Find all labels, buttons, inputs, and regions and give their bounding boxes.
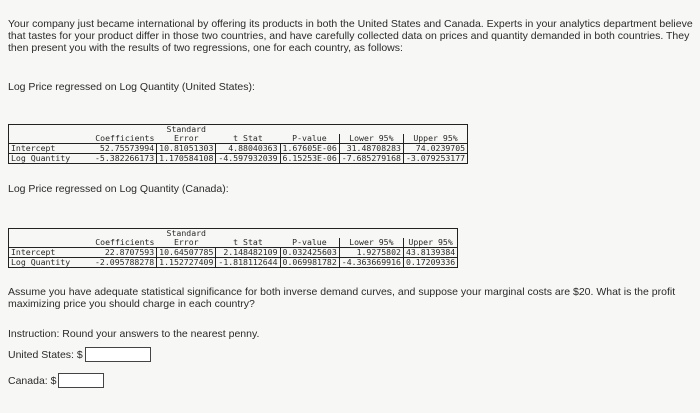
cell-upper-95: -3.079253177	[403, 154, 467, 164]
header-upper-95: Upper 95%	[403, 238, 457, 248]
table-row	[9, 154, 468, 164]
header-lower-95: Lower 95%	[339, 238, 403, 248]
problem-intro: Your company just became international by offering its products in both the United States and Canada. Experts in your analytics department believe that tastes for your product differ in those two countries, and have carefully collected data on prices and quantity demanded in both countries. They then present you with the results of two regressions, one for each country, as follows:	[8, 18, 693, 54]
row-label: Intercept	[9, 248, 94, 258]
cell-coefficient: 52.75573994	[99, 143, 155, 153]
row-label: Intercept	[9, 144, 94, 154]
cell-upper-95: 74.0239705	[403, 144, 467, 154]
cell-coefficient: 22.8707593	[104, 247, 155, 257]
header-lower-95: Lower 95%	[339, 134, 403, 144]
table-row	[9, 144, 468, 154]
cell-p-value: 1.67605E-06	[280, 144, 339, 154]
cell-standard-error: 1.152727409	[157, 258, 216, 268]
cell-lower-95: -7.685279168	[339, 154, 403, 164]
header-se-bottom: Error	[173, 237, 199, 247]
cell-standard-error: 1.170584108	[157, 154, 216, 164]
canada-answer-row	[8, 373, 104, 388]
us-regression-table	[8, 124, 468, 164]
cell-t-stat: -4.597932039	[218, 153, 278, 163]
header-se-top: Standard	[157, 125, 216, 135]
row-label: Log Quantity	[9, 154, 94, 164]
header-p-value: P-value	[292, 133, 327, 143]
canada-price-input[interactable]	[58, 373, 104, 388]
cell-t-stat: 2.148482109	[223, 247, 278, 257]
header-t-stat: t Stat	[233, 237, 263, 247]
cell-t-stat: -1.818112644	[218, 257, 278, 267]
cell-standard-error: 10.64507785	[157, 248, 216, 258]
us-answer-row	[8, 347, 151, 362]
cell-coefficient: -5.382266173	[95, 153, 155, 163]
header-upper-95: Upper 95%	[403, 134, 467, 144]
instruction-text: Instruction: Round your answers to the nearest penny.	[8, 328, 260, 340]
us-price-input[interactable]	[85, 347, 151, 362]
cell-standard-error: 10.81051303	[157, 144, 216, 154]
cell-lower-95: 31.48708283	[339, 144, 403, 154]
header-coefficients: Coefficients	[95, 237, 155, 247]
cell-coefficient: -2.095788278	[95, 257, 155, 267]
us-answer-label: United States: $	[8, 348, 83, 361]
canada-regression-table	[8, 228, 458, 268]
header-se-top: Standard	[157, 229, 216, 239]
table-row	[9, 248, 458, 258]
cell-p-value: 0.032425603	[280, 248, 339, 258]
header-p-value: P-value	[292, 237, 327, 247]
header-se-bottom: Error	[173, 133, 199, 143]
header-t-stat: t Stat	[233, 133, 263, 143]
cell-p-value: 0.069981782	[280, 258, 339, 268]
canada-regression-heading: Log Price regressed on Log Quantity (Canada):	[8, 183, 229, 195]
question-text: Assume you have adequate statistical significance for both inverse demand curves, and suppose your marginal costs are $20. What is the profit maximizing price you should charge in each country?	[8, 286, 676, 310]
cell-upper-95: 0.17209336	[403, 258, 457, 268]
cell-upper-95: 43.8139384	[403, 248, 457, 258]
cell-t-stat: 4.88040363	[228, 143, 278, 153]
canada-answer-label: Canada: $	[8, 374, 57, 387]
table-row	[9, 258, 458, 268]
header-coefficients: Coefficients	[95, 133, 155, 143]
cell-lower-95: 1.9275802	[339, 248, 403, 258]
cell-lower-95: -4.363669916	[339, 258, 403, 268]
cell-p-value: 6.15253E-06	[280, 154, 339, 164]
us-regression-heading: Log Price regressed on Log Quantity (United States):	[8, 81, 255, 93]
row-label: Log Quantity	[9, 258, 94, 268]
